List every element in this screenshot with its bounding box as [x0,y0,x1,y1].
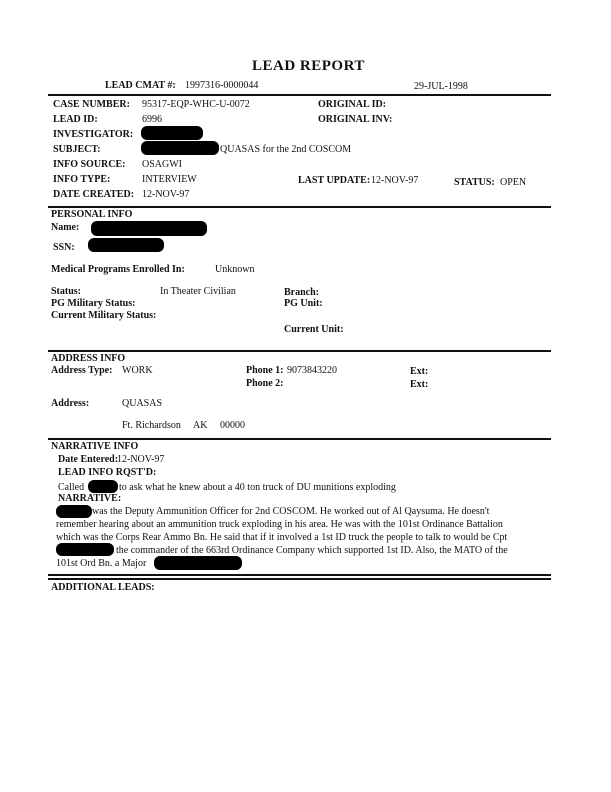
original-id-label: ORIGINAL ID: [318,99,387,110]
personal-rule [48,206,551,208]
bottom-rule-2 [48,578,551,580]
name-redaction [91,221,207,236]
investigator-label: INVESTIGATOR: [53,129,134,140]
status-label: STATUS: [454,177,495,188]
narrative-redaction-2 [56,543,114,556]
ssn-label: SSN: [53,242,75,253]
narrative-line4: the commander of the 663rd Ordinance Company which supported 1st ID. Also, the MATO of the [116,545,508,556]
narrative-label: NARRATIVE: [58,493,122,504]
narrative-line1: was the Deputy Ammunition Officer for 2nd COSCOM. He worked out of Al Qaysuma. He doesn't [92,506,490,517]
status-value: OPEN [500,177,527,188]
ssn-redaction [88,238,164,252]
report-date: 29-JUL-1998 [414,81,468,92]
lead-rqst-label: LEAD INFO RQST'D: [58,467,157,478]
personal-status-label: Status: [51,286,82,297]
personal-heading: PERSONAL INFO [51,209,133,220]
address-label: Address: [51,398,90,409]
additional-leads-heading: ADDITIONAL LEADS: [51,582,155,593]
info-type: INTERVIEW [142,174,197,185]
investigator-redaction [141,126,203,140]
address-rule [48,350,551,352]
called-prefix: Called [58,482,85,493]
pg-unit-label: PG Unit: [284,298,323,309]
date-entered-label: Date Entered: [58,454,119,465]
address-line1: QUASAS [122,398,163,409]
bottom-rule-1 [48,574,551,576]
address-type-value: WORK [122,365,153,376]
date-entered-value: 12-NOV-97 [117,454,165,465]
called-suffix: to ask what he knew about a 40 ton truck of DU munitions exploding [119,482,396,493]
phone2-label: Phone 2: [246,378,284,389]
narrative-line5: 101st Ord Bn. a Major [56,558,147,569]
narrative-heading: NARRATIVE INFO [51,441,139,452]
case-number-label: CASE NUMBER: [53,99,130,110]
lead-id: 6996 [142,114,162,125]
lead-id-label: LEAD ID: [53,114,98,125]
narrative-line3: which was the Corps Rear Ammo Bn. He said that if it involved a 1st ID truck the people to talk to would be Cpt [56,532,508,543]
info-source-label: INFO SOURCE: [53,159,126,170]
personal-status-value: In Theater Civilian [160,286,236,297]
name-label: Name: [51,222,80,233]
lead-cmat-label: LEAD CMAT #: [105,80,176,91]
date-created: 12-NOV-97 [142,189,190,200]
pg-military-label: PG Military Status: [51,298,136,309]
original-inv-label: ORIGINAL INV: [318,114,393,125]
last-update: 12-NOV-97 [371,175,419,186]
narrative-line2: remember hearing about an ammunition truck exploding in his area. He was with the 101st Ordinance Battalion [56,519,503,530]
info-type-label: INFO TYPE: [53,174,111,185]
address-heading: ADDRESS INFO [51,353,126,364]
subject-value: QUASAS for the 2nd COSCOM [220,144,352,155]
case-number: 95317-EQP-WHC-U-0072 [142,99,250,110]
current-military-label: Current Military Status: [51,310,157,321]
report-title: LEAD REPORT [252,58,365,74]
ext2-label: Ext: [410,379,429,390]
current-unit-label: Current Unit: [284,324,344,335]
info-source: OSAGWI [142,159,182,170]
subject-label: SUBJECT: [53,144,101,155]
medical-label: Medical Programs Enrolled In: [51,264,185,275]
narrative-redaction-3 [154,556,242,570]
date-created-label: DATE CREATED: [53,189,135,200]
address-zip: 00000 [220,420,245,431]
top-rule [48,94,551,96]
address-state: AK [193,420,208,431]
address-type-label: Address Type: [51,365,113,376]
ext1-label: Ext: [410,366,429,377]
medical-value: Unknown [215,264,255,275]
narrative-redaction-1 [56,505,92,518]
phone1-value: 9073843220 [287,365,337,376]
called-redaction [88,480,118,493]
narrative-rule [48,438,551,440]
branch-label: Branch: [284,287,319,298]
subject-redaction [141,141,219,155]
last-update-label: LAST UPDATE: [298,175,371,186]
phone1-label: Phone 1: [246,365,284,376]
address-city: Ft. Richardson [122,420,181,431]
lead-cmat-value: 1997316-0000044 [185,80,259,91]
